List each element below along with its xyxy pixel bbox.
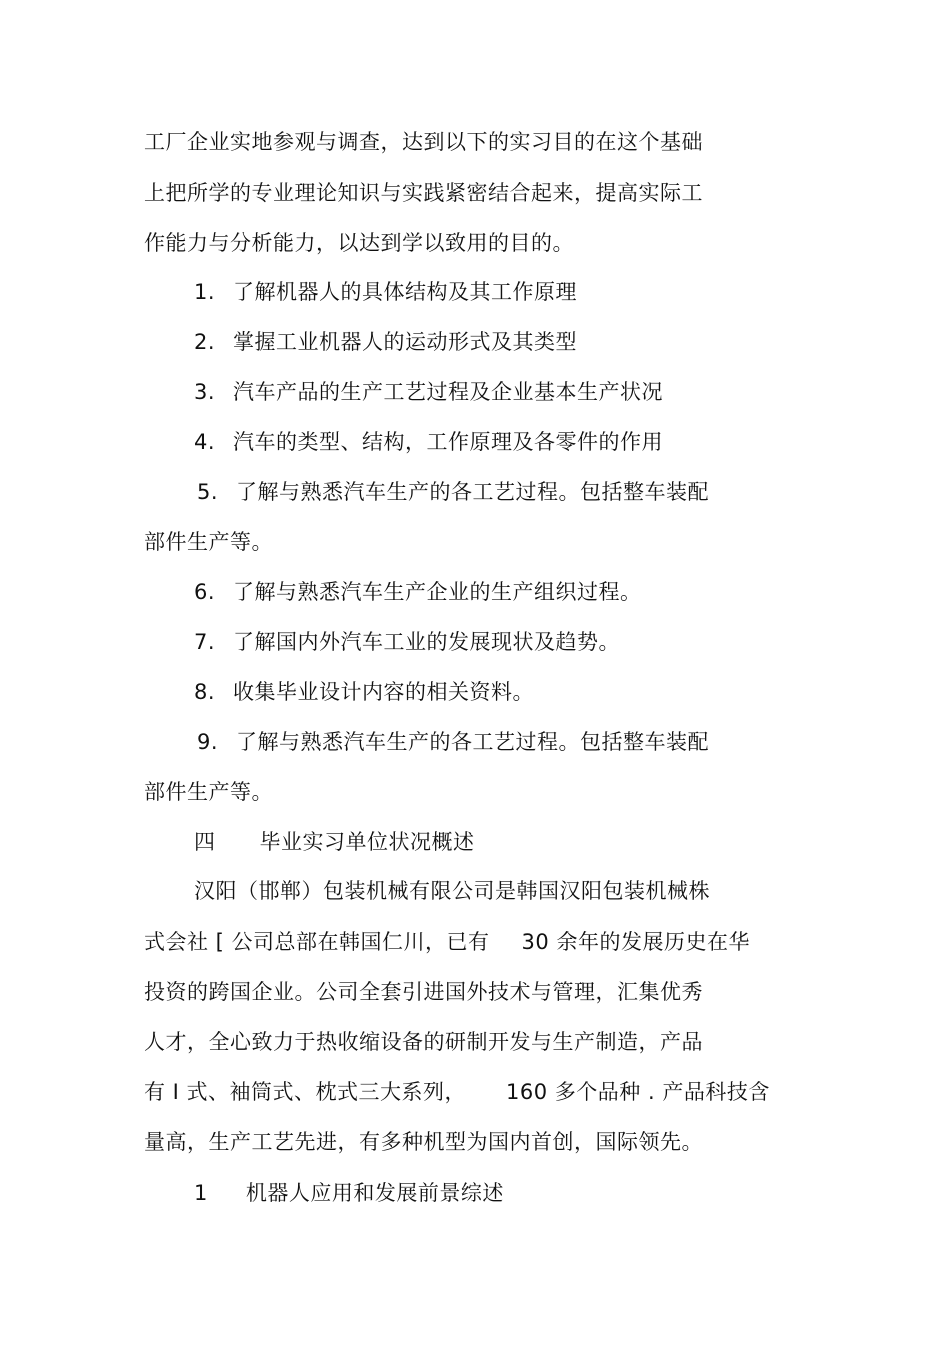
section-title: 毕业实习单位状况概述 (259, 830, 475, 854)
goal-item-9-continuation: 部件生产等。 (144, 780, 273, 804)
goal-item-8 (194, 678, 534, 706)
goal-text: 汽车产品的生产工艺过程及企业基本生产状况 (233, 380, 664, 404)
section-number: 四 (194, 830, 216, 854)
section-heading-1 (194, 1179, 504, 1207)
company-line-1: 汉阳（邯郸）包装机械有限公司是韩国汉阳包装机械株 (194, 879, 710, 903)
section-number: 1 (194, 1181, 208, 1205)
goal-number: 7. (194, 630, 216, 654)
company-line-3: 投资的跨国企业。公司全套引进国外技术与管理，汇集优秀 (144, 980, 703, 1004)
goal-item-9 (197, 728, 709, 756)
company-text: 160 多个品种 . 产品科技含 (506, 1080, 770, 1104)
company-text: 30 余年的发展历史在华 (521, 930, 750, 954)
goal-item-6 (194, 578, 642, 606)
section-heading-4 (194, 828, 475, 856)
company-line-5 (144, 1078, 770, 1106)
goal-text: 了解与熟悉汽车生产的各工艺过程。包括整车装配 (236, 480, 710, 504)
goal-item-5-continuation: 部件生产等。 (144, 530, 273, 554)
company-text: 式会社 [ 公司总部在韩国仁川，已有 (144, 930, 490, 954)
goal-number: 2. (194, 330, 216, 354)
company-text: 有 I 式、袖筒式、枕式三大系列， (144, 1080, 467, 1104)
goal-item-2 (194, 328, 577, 356)
goal-item-4 (194, 428, 663, 456)
goal-text: 了解与熟悉汽车生产的各工艺过程。包括整车装配 (236, 730, 710, 754)
goal-text: 收集毕业设计内容的相关资料。 (233, 680, 535, 704)
goal-number: 1. (194, 280, 216, 304)
goal-text: 了解机器人的具体结构及其工作原理 (233, 280, 578, 304)
company-line-2 (144, 928, 750, 956)
goal-item-7 (194, 628, 620, 656)
goal-item-3 (194, 378, 663, 406)
goal-text: 了解国内外汽车工业的发展现状及趋势。 (233, 630, 621, 654)
goal-item-5 (197, 478, 709, 506)
intro-line-3: 作能力与分析能力，以达到学以致用的目的。 (144, 231, 574, 255)
section-title: 机器人应用和发展前景综述 (245, 1181, 504, 1205)
goal-text: 了解与熟悉汽车生产企业的生产组织过程。 (233, 580, 642, 604)
goal-number: 3. (194, 380, 216, 404)
intro-line-2: 上把所学的专业理论知识与实践紧密结合起来，提高实际工 (144, 181, 703, 205)
goal-number: 6. (194, 580, 216, 604)
goal-number: 5. (197, 480, 219, 504)
goal-text: 掌握工业机器人的运动形式及其类型 (233, 330, 578, 354)
company-line-4: 人才，全心致力于热收缩设备的研制开发与生产制造，产品 (144, 1030, 703, 1054)
goal-text: 汽车的类型、结构，工作原理及各零件的作用 (233, 430, 664, 454)
company-line-6: 量高，生产工艺先进，有多种机型为国内首创，国际领先。 (144, 1130, 703, 1154)
goal-item-1 (194, 278, 577, 306)
goal-number: 9. (197, 730, 219, 754)
goal-number: 4. (194, 430, 216, 454)
goal-number: 8. (194, 680, 216, 704)
intro-line-1: 工厂企业实地参观与调查，达到以下的实习目的在这个基础 (144, 130, 703, 154)
